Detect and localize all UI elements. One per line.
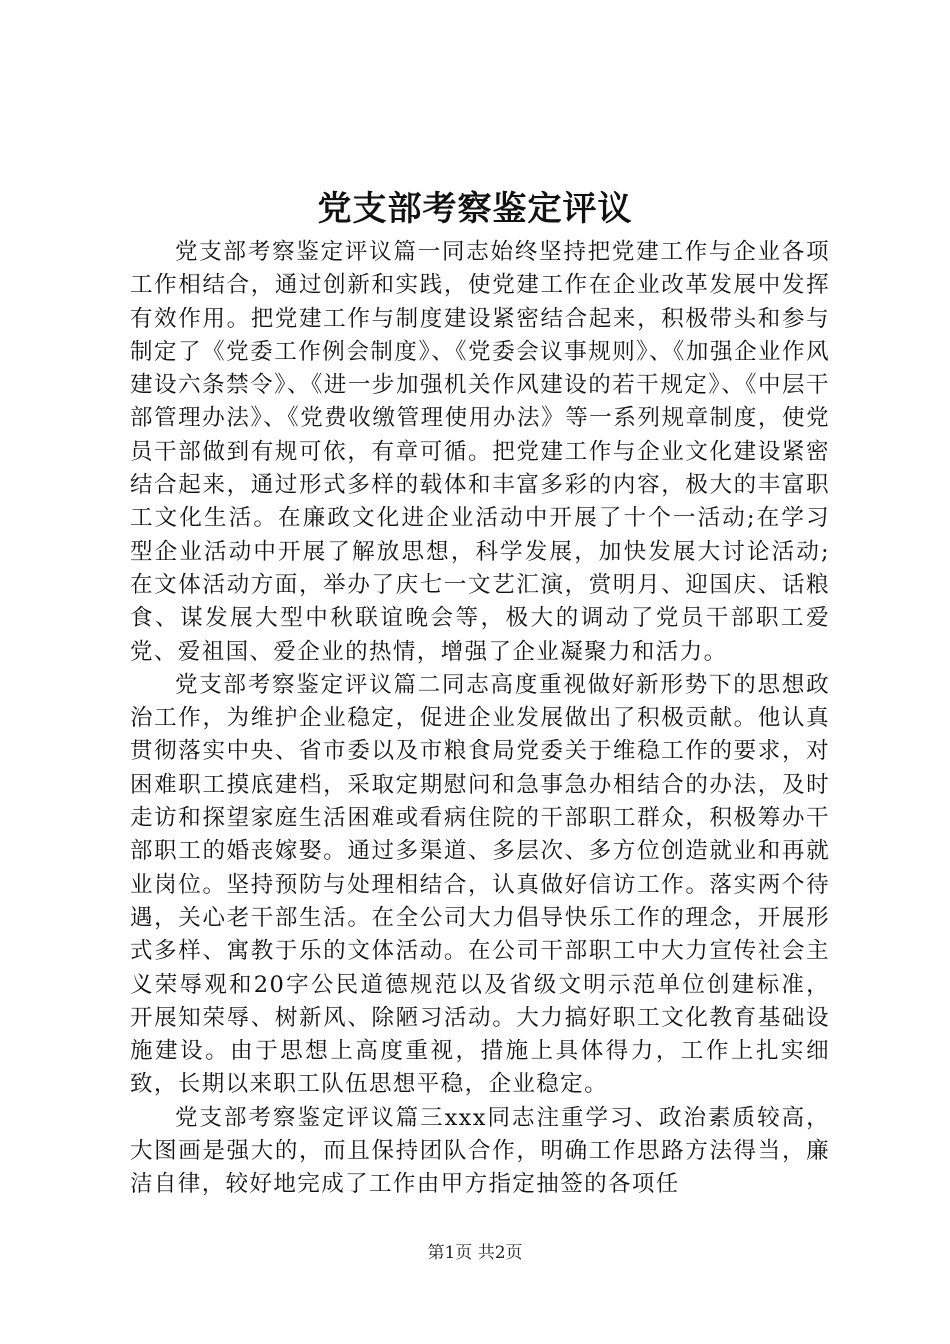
paragraph-3: 党支部考察鉴定评议篇三xxx同志注重学习、政治素质较高，大图画是强大的，而且保持团队合作，明确工作思路方法得当，廉洁自律，较好地完成了工作由甲方指定抽签的各项任 — [130, 1104, 830, 1198]
document-body — [130, 236, 830, 1202]
page-footer: 第1页 共2页 — [427, 1243, 523, 1263]
paragraph-2: 党支部考察鉴定评议篇二同志高度重视做好新形势下的思想政治工作，为维护企业稳定，促进企业发展做出了积极贡献。他认真贯彻落实中央、省市委以及市粮食局党委关于维稳工作的要求，对困难职工摸底建档，采取定期慰问和急事急办相结合的办法，及时走访和探望家庭生活困难或看病住院的干部职工群众，积极筹办干部职工的婚丧嫁娶。通过多渠道、多层次、多方位创造就业和再就业岗位。坚持预防与处理相结合，认真做好信访工作。落实两个待遇，关心老干部生活。在全公司大力倡导快乐工作的理念，开展形式多样、寓教于乐的文体活动。在公司干部职工中大力宣传社会主义荣辱观和20字公民道德规范以及省级文明示范单位创建标准，开展知荣辱、树新风、除陋习活动。大力搞好职工文化教育基础设施建设。由于思想上高度重视，措施上具体得力，工作上扎实细致，长期以来职工队伍思想平稳，企业稳定。 — [130, 671, 830, 1098]
paragraph-1: 党支部考察鉴定评议篇一同志始终坚持把党建工作与企业各项工作相结合，通过创新和实践，使党建工作在企业改革发展中发挥有效作用。把党建工作与制度建设紧密结合起来，积极带头和参与制定了《党委工作例会制度》、《党委会议事规则》、《加强企业作风建设六条禁令》、《进一步加强机关作风建设的若干规定》、《中层干部管理办法》、《党费收缴管理使用办法》等一系列规章制度，使党员干部做到有规可依，有章可循。把党建工作与企业文化建设紧密结合起来，通过形式多样的载体和丰富多彩的内容，极大的丰富职工文化生活。在廉政文化进企业活动中开展了十个一活动;在学习型企业活动中开展了解放思想，科学发展，加快发展大讨论活动;在文体活动方面，举办了庆七一文艺汇演，赏明月、迎国庆、话粮食、谋发展大型中秋联谊晚会等，极大的调动了党员干部职工爱党、爱祖国、爱企业的热情，增强了企业凝聚力和活力。 — [130, 239, 830, 665]
document-title: 党支部考察鉴定评议 — [317, 189, 633, 229]
